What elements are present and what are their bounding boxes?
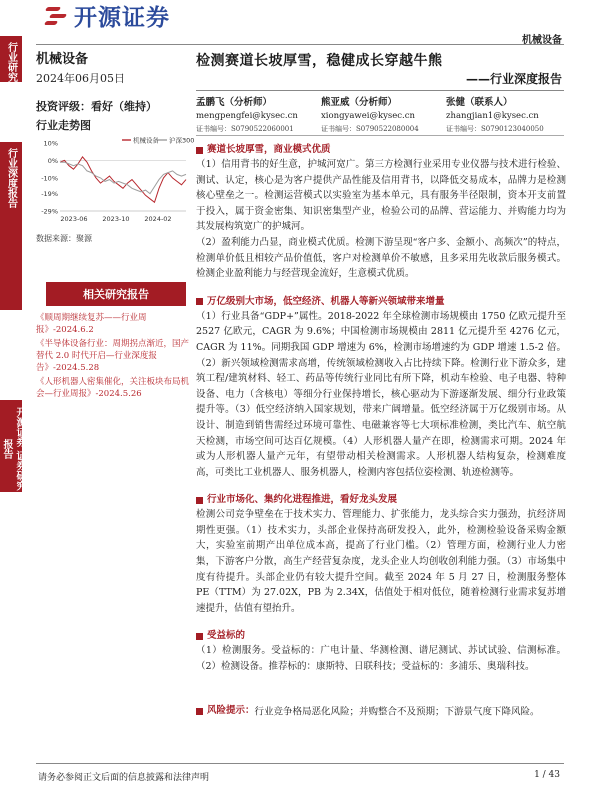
section-heading: 赛道长坡厚雪，商业模式优质: [196, 143, 566, 157]
title-divider: [196, 90, 564, 91]
risk-text: 行业竞争格局恶化风险；并购整合不及预期；下游景气度下降风险。: [254, 706, 540, 718]
analyst-list: [196, 94, 564, 134]
analyst-name: 熊亚威（分析师）: [321, 97, 398, 108]
related-report-link[interactable]: 《人形机器人密集催化，关注板块布局机会—行业周报》-2024.5.26: [36, 377, 190, 399]
side-strip: [0, 0, 25, 800]
y-tick-label: 0%: [47, 156, 58, 165]
analyst-card: [321, 94, 439, 134]
sector-name: 机械设备: [36, 52, 89, 67]
x-tick-label: 2023-10: [102, 215, 130, 223]
analyst-cert: 证书编号：S0790123040050: [446, 125, 544, 133]
report-body: [196, 139, 566, 675]
bullet-square-icon: [196, 298, 203, 305]
strip-brand: 开源证券 证券研究报告: [0, 400, 22, 492]
investment-rating: 投资评级：看好（维持）: [36, 100, 157, 113]
legend-label: 沪深300: [169, 136, 195, 145]
analyst-divider: [196, 135, 564, 136]
bullet-square-icon: [196, 633, 203, 640]
body-paragraph: （1）检测服务。受益标的：广电计量、华测检测、谱尼测试、苏试试验、信测标准。（2）检测设备。推荐标的：康斯特、日联科技；受益标的：多浦乐、奥瑞科技。: [196, 645, 566, 673]
brand-logo: [44, 0, 170, 30]
bullet-square-icon: [196, 147, 203, 154]
logo-mark-icon: [44, 4, 70, 26]
body-paragraph: （1）信用背书的好生意，护城河宽广。第三方检测行业采用专业仪器与技术进行检验、测试、认定，核心是为客户提供产品性能及信用背书，以降低交易成本，品牌力是检测核心壁垒之一。检测运营模式以实验室为基本单元，具有服务半径限制，资本开支前置于投入，属于资金密集、知识密集型产业，检验公司的品牌、营运能力、并购能力均为其发展构筑宽广的护城河。: [196, 159, 566, 233]
bullet-square-icon: [196, 708, 203, 715]
section-heading: 行业市场化、集约化进程推进，看好龙头发展: [196, 493, 566, 507]
trend-chart-svg: [36, 135, 195, 231]
footer-divider: [36, 763, 564, 764]
risk-notice: [196, 704, 566, 720]
risk-heading: 风险提示：: [196, 704, 255, 718]
header-divider: [36, 44, 564, 45]
page-number: 1 / 43: [534, 770, 560, 780]
body-paragraph: （2）盈利能力凸显，商业模式优质。检测下游呈现“客户多、金额小、高频次”的特点，检测单价低且相较产品价值低，客户对检测单价不敏感，且多采用先收款后服务模式。检测企业盈利能力与经营现金流好，生意模式优质。: [196, 236, 566, 280]
x-tick-label: 2024-02: [144, 215, 172, 223]
analyst-card: [196, 94, 314, 134]
bullet-square-icon: [196, 497, 203, 504]
logo-text: 开源证券: [74, 4, 170, 31]
section-heading: 受益标的: [196, 629, 566, 643]
data-source: 数据来源：聚源: [36, 234, 92, 243]
strip-report-type: 行业深度报告: [0, 142, 22, 310]
y-tick-label: -10%: [41, 174, 58, 183]
body-paragraph: 检测公司竞争壁垒在于技术实力、管理能力、扩张能力，龙头综合实力强劲，抗经济周期性更强。（1）技术实力，头部企业保持高研发投入，此外，检测检验设备采购金额大，实验室前期产出单位成本高，提高了行业门槛。（2）管理方面，检测行业人力密集，下游客户分散，高生产经营复杂度，龙头企业人均创收创利能力强。（3）市场集中度有待提升。头部企业仍有较大提升空间。截至 2024 年 5 月 27 日，检测服务整体 PE（TTM）为 27.02X，PB 为 2.34X，估值处于相对低位，随着检测行业需求复苏增速提升，估值有望抬升。: [196, 509, 566, 614]
related-report-link[interactable]: 《顺周期继续复苏——行业周报》-2024.6.2: [36, 313, 147, 335]
strip-industry-research: 行业研究: [0, 36, 22, 82]
analyst-name: 孟鹏飞（分析师）: [196, 97, 273, 108]
trend-chart: [36, 135, 195, 231]
analyst-name: 张健（联系人）: [446, 97, 513, 108]
related-reports-title: 相关研究报告: [46, 282, 186, 306]
analyst-cert: 证书编号：S0790522060001: [196, 125, 294, 133]
header-section-tag: 机械设备: [522, 35, 562, 46]
left-column: [36, 48, 195, 402]
analyst-email[interactable]: mengpengfei@kysec.cn: [196, 111, 298, 121]
report-subtitle: ——行业深度报告: [465, 72, 562, 86]
analyst-cert: 证书编号：S0790522080004: [321, 125, 419, 133]
footer-disclaimer: 请务必参阅正文后面的信息披露和法律声明: [38, 773, 210, 783]
analyst-card: [446, 94, 564, 134]
analyst-email[interactable]: zhangjian1@kysec.cn: [446, 111, 539, 121]
report-title: 检测赛道长坡厚雪，稳健成长穿越牛熊: [196, 53, 443, 69]
body-paragraph: （1）行业具备“GDP+”属性。2018-2022 年全球检测市场规模由 1750 亿欧元提升至 2527 亿欧元，CAGR 为 9.6%；中国检测市场规模由 2811 亿元提升至 4276 亿元，CAGR 为 11%。同期我国 GDP 增速为 6%，检测市场增速约为 GDP 增速 1.5-2 倍。（2）新兴领域检测需求高增，传统领域检测收入占比持续下降。检测行业下游众多，建筑工程/建筑材料、轻工、药品等传统行业同比有所下降，机动车检验、电子电器、特种设备、电力（含核电）等细分行业保持增长，核心驱动为下游逐渐发展、细分行业政策提升等。（3）低空经济纳入国家规划，带来广阔增量。低空经济属于万亿级别市场。从设计、制造到销售需经过环境可靠性、电磁兼容等七大项标准检测，类比汽车、航空航天检测，市场空间可达百亿规模。（4）人形机器人量产在即，检测需求可期。2024 年或为人形机器人量产元年，有望带动相关检测需求。人形机器人结构复杂，检测难度高，可类比工业机器人、服务机器人，检测内容包括位姿检测、轨迹检测等。: [196, 310, 566, 478]
section-heading: 万亿级别大市场，低空经济、机器人等新兴领域带来增量: [196, 295, 566, 309]
legend-label: 机械设备: [133, 136, 159, 145]
related-report-link[interactable]: 《半导体设备行业：周期拐点渐近，国产替代 2.0 时代开启—行业深度报告》-2024.5.28: [36, 339, 190, 373]
y-tick-label: 10%: [43, 139, 58, 148]
trend-title: 行业走势图: [36, 119, 91, 132]
analyst-email[interactable]: xiongyawei@kysec.cn: [321, 111, 415, 121]
report-date: 2024年06月05日: [36, 72, 125, 85]
y-tick-label: -29%: [41, 207, 58, 216]
related-reports-list: [36, 312, 190, 400]
y-tick-label: -19%: [41, 190, 58, 199]
x-tick-label: 2023-06: [60, 215, 88, 223]
series-line: [60, 157, 186, 202]
